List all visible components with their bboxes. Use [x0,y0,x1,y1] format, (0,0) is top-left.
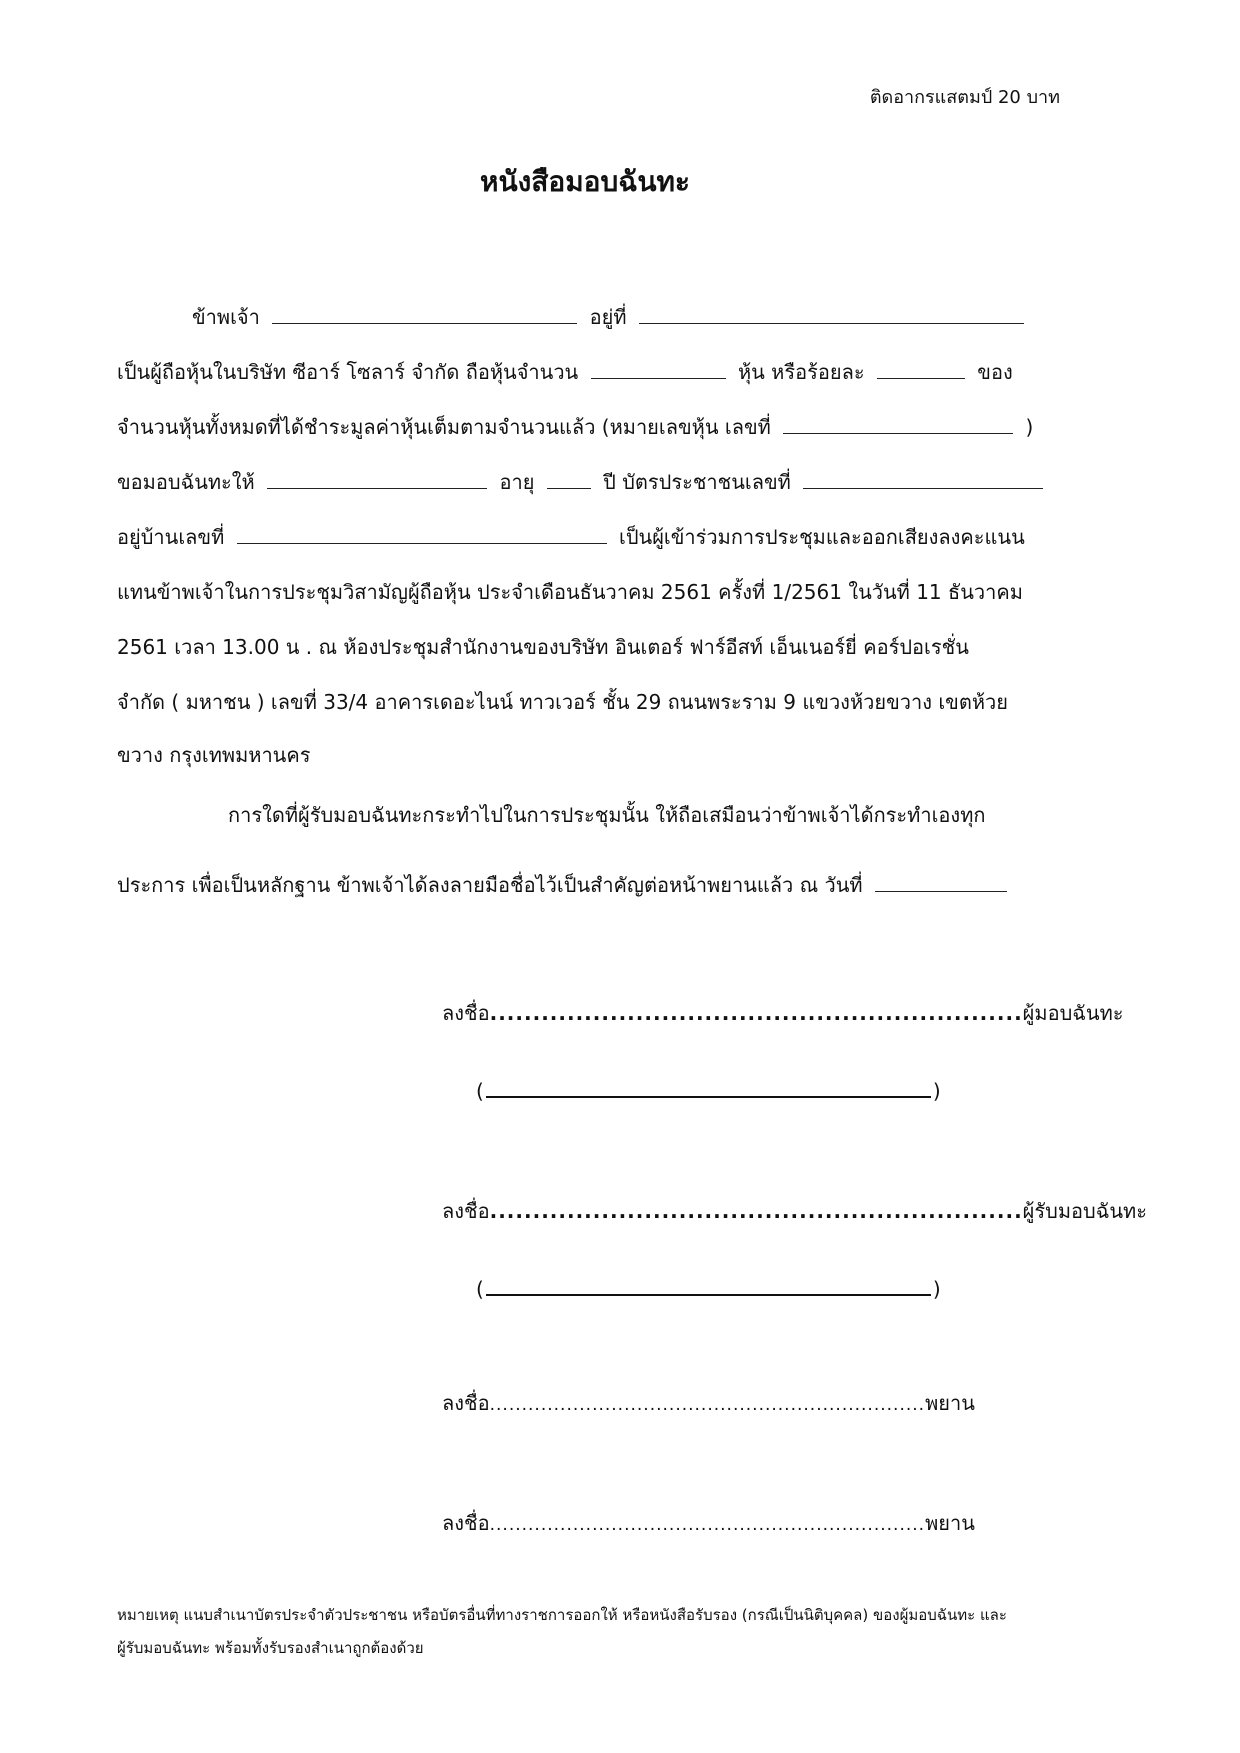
close-paren-text: ) [1025,415,1034,439]
sign-label: ลงชื่อ [442,1511,490,1535]
witness-2-signature-line [442,1508,975,1540]
line-meeting-3: จำกัด ( มหาชน ) เลขที่ 33/4 อาคารเดอะไนน์ ทาวเวอร์ ชั้น 29 ถนนพระราม 9 แขวงห้วยขวาง เขตห้วย [117,690,1008,714]
line-meeting-2: 2561 เวลา 13.00 น . ณ ห้องประชุมสำนักงานของบริษัท อินเตอร์ ฟาร์อีสท์ เอ็นเนอร์ยี่ คอร์ปอเรชั่น [117,635,969,659]
grantor-name-field[interactable] [272,305,577,324]
grantor-printed-name [476,1074,941,1106]
proxy-printed-name [476,1272,941,1304]
witness-1-signature-line [442,1388,975,1420]
id-card-label: ปี บัตรประชาชนเลขที่ [603,470,791,494]
grantor-role-label: ผู้มอบฉันทะ [1022,1001,1124,1025]
close-paren: ) [932,1277,941,1301]
line-shares [117,357,1013,387]
grantor-signature-field[interactable]: .............................................................. [489,1001,1023,1025]
sign-date-field[interactable] [875,873,1007,892]
age-label: อายุ [499,470,535,494]
witness-2-role-label: พยาน [925,1511,975,1535]
line-grantor [192,302,1030,332]
proxy-age-field[interactable] [547,470,591,489]
sign-label: ลงชื่อ [442,1391,490,1415]
address-label: อยู่ที่ [589,305,627,329]
ratify-text: ประการ เพื่อเป็นหลักฐาน ข้าพเจ้าได้ลงลายมือชื่อไว้เป็นสำคัญต่อหน้าพยานแล้ว ณ วันที่ [117,873,863,897]
grantor-address-field[interactable] [639,305,1024,324]
open-paren: ( [476,1079,484,1103]
sign-label: ลงชื่อ [442,1199,490,1223]
attend-vote-text: เป็นผู้เข้าร่วมการประชุมและออกเสียงลงคะแนน [619,525,1025,549]
remark-line-1: หมายเหตุ แนบสำเนาบัตรประจำตัวประชาชน หรือบัตรอื่นที่ทางราชการออกให้ หรือหนังสือรับรอง (กรณีเป็นนิติบุคคล) ของผู้มอบฉันทะ และ [117,1606,1007,1624]
witness-1-role-label: พยาน [925,1391,975,1415]
close-paren: ) [932,1079,941,1103]
proxy-signature-field[interactable]: .............................................................. [489,1199,1023,1223]
remark-line-2: ผู้รับมอบฉันทะ พร้อมทั้งรับรองสำเนาถูกต้องด้วย [117,1639,424,1657]
grant-proxy-text: ขอมอบฉันทะให้ [117,470,255,494]
proxy-address-field[interactable] [237,525,607,544]
line-ratify-1: การใดที่ผู้รับมอบฉันทะกระทำไปในการประชุมนั้น ให้ถือเสมือนว่าข้าพเจ้าได้กระทำเองทุก [228,803,986,827]
grantor-signature-line [442,998,1124,1028]
stamp-duty-note: ติดอากรแสตมป์ 20 บาท [869,87,1060,108]
witness-2-signature-field[interactable]: .................................................................... [489,1515,926,1535]
grantor-label: ข้าพเจ้า [192,305,260,329]
document-title: หนังสือมอบฉันทะ [480,165,690,198]
line-ratify-2 [117,870,1013,900]
share-count-field[interactable] [591,360,726,379]
share-number-field[interactable] [783,415,1013,434]
share-percent-field[interactable] [877,360,965,379]
proxy-signature-line [442,1196,1147,1226]
shares-percent-text: หุ้น หรือร้อยละ [737,360,865,384]
of-text: ของ [977,360,1013,384]
witness-1-signature-field[interactable]: .................................................................... [489,1395,926,1415]
proxy-id-field[interactable] [803,470,1043,489]
line-proxy-holder [117,467,1049,497]
shareholder-text: เป็นผู้ถือหุ้นในบริษัท ซีอาร์ โซลาร์ จำกัด ถือหุ้นจำนวน [117,360,579,384]
house-number-label: อยู่บ้านเลขที่ [117,525,225,549]
proxy-role-label: ผู้รับมอบฉันทะ [1022,1199,1147,1223]
open-paren: ( [476,1277,484,1301]
proxy-printed-name-field[interactable] [486,1272,931,1296]
line-meeting-4: ขวาง กรุงเทพมหานคร [117,743,311,767]
line-meeting-1: แทนข้าพเจ้าในการประชุมวิสามัญผู้ถือหุ้น ประจำเดือนธันวาคม 2561 ครั้งที่ 1/2561 ในวันที่ 11 ธันวาคม [117,580,1023,604]
proxy-name-field[interactable] [267,470,487,489]
paid-shares-text: จำนวนหุ้นทั้งหมดที่ได้ชำระมูลค่าหุ้นเต็มตามจำนวนแล้ว (หมายเลขหุ้น เลขที่ [117,415,771,439]
line-proxy-address [117,522,1025,552]
sign-label: ลงชื่อ [442,1001,490,1025]
grantor-printed-name-field[interactable] [486,1074,931,1098]
line-share-numbers [117,412,1033,442]
